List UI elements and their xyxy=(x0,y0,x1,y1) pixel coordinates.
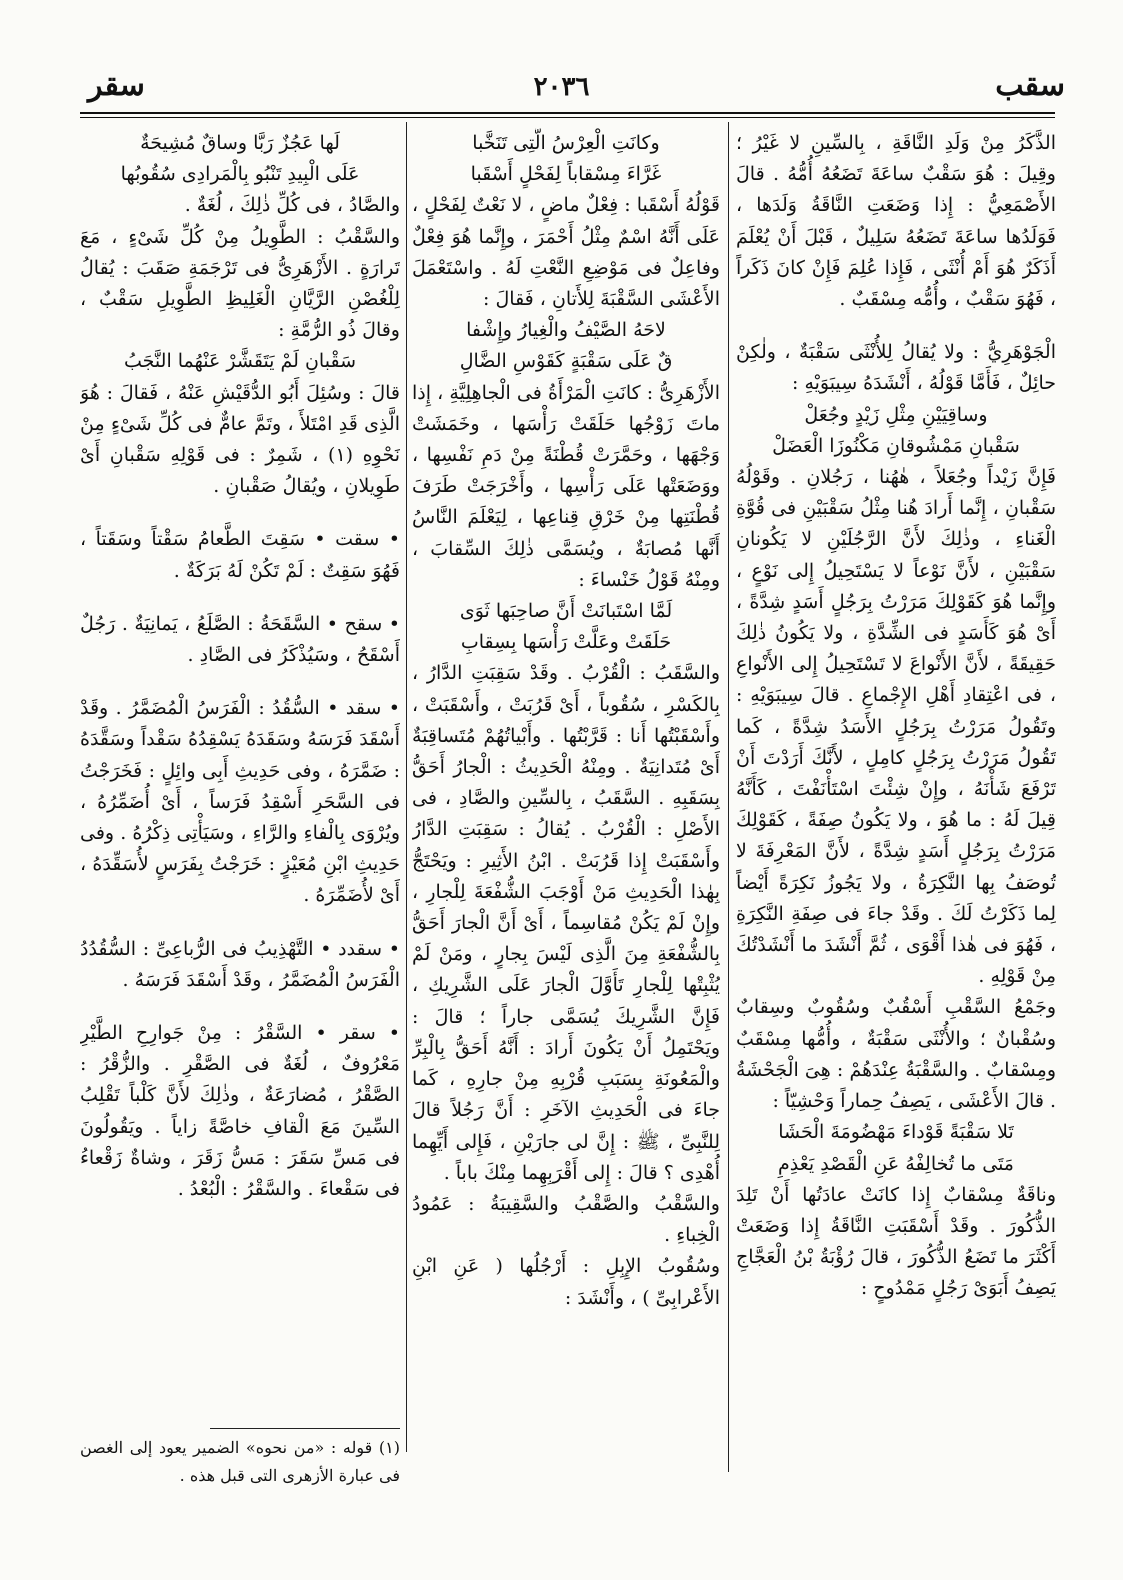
verse-line: لاحَهُ الصَّيْفُ والْغِيارُ وإِشْفا xyxy=(466,319,666,342)
spacer xyxy=(80,671,400,693)
verse-line: لَها عَجُزٌ رَبَّا وساقٌ مُشِيحَةٌ xyxy=(140,132,340,154)
paragraph: وناقَةٌ مِسْقابٌ إِذا كانَتْ عادَتُها أَنْ تَلِدَ الذُّكُورَ . وقَدْ أَسْقَبَتِ النَّاقَةُ إِذا وَضَعَتْ أَكْثَرَ ما تَضَعُ الذُّكُورَ ، قالَ رُؤْبَةُ بْنُ الْعَجَّاجِ يَصِفُ أَبَوَىْ رَجُلٍ مَمْدُوحٍ : xyxy=(736,1183,1056,1300)
verse-line: وساقِيَيْنِ مِثْلِ زَيْدٍ وجُعَلْ xyxy=(804,403,988,426)
column-divider xyxy=(406,122,407,1452)
paragraph: وسُقُوبُ الإِبِلِ : أَرْجُلُها ( عَنِ ابْنِ الأَعْرابِىِّ ) ، وأَنْشَدَ : xyxy=(412,1255,720,1309)
paragraph: والصَّادُ ، فى كُلِّ ذٰلِكَ ، لُغَةٌ . xyxy=(184,194,400,217)
entry-saqr: • سقر • السَّقْرُ : مِنْ جَوارِحِ الطَّيْرِ مَعْرُوفٌ ، لُغَةٌ فى الصَّقْرِ . والزُّقْرُ : الصَّقْرُ ، مُضارَعَةٌ ، وذٰلِكَ لأَنَّ كَلْباً تَقْلِبُ السِّينَ مَعَ الْقافِ خاصَّةً زاياً . ويَقُولُونَ فى مَسِّ سَقَرَ : مَسُّ زَقَرَ ، وشاةٌ زَقْعاءُ فى سَقْعاءَ . والسَّقْرُ : الْبُعْدُ . xyxy=(80,1022,400,1201)
paragraph: قَوْلُهُ أَسْقَبا : فِعْلٌ ماضٍ ، لا نَعْتٌ لِفَحْلٍ ، عَلَى أَنَّهُ اسْمٌ مِثْلُ أَحْمَرَ ، وإِنَّما هُوَ فِعْلٌ وفاعِلٌ فى مَوْضِعِ النَّعْتِ لَهُ . واسْتَعْمَلَ الأَعْشَى السَّقْبَةَ لِلأَتانِ ، فَقالَ : xyxy=(412,194,720,311)
verse-line: تَلا سَقْبَةً قَوْداءَ مَهْضُومَةَ الْحَشَا xyxy=(778,1121,1014,1144)
header-rule xyxy=(80,112,1055,114)
paragraph: الذَّكَرُ مِنْ وَلَدِ النَّاقَةِ ، بِالسِّينِ لا غَيْرُ ؛ وقِيلَ : هُوَ سَقْبٌ ساعَةَ تَضَعُهُ أُمُّهُ . قالَ الأَصْمَعِيُّ : إِذا وَضَعَتِ النَّاقَةُ وَلَدَها ، فَوَلَدُها ساعَةَ تَضَعُهُ سَلِيلٌ ، قَبْلَ أَنْ يُعْلَمَ أَذَكَرٌ هُوَ أَمْ أُنْثَى ، فَإِذا عُلِمَ فَإِنْ كانَ ذَكَراً ، فَهُوَ سَقْبٌ ، وأُمُّه مِسْقَبٌ . xyxy=(736,132,1056,311)
column-divider xyxy=(728,122,729,1472)
spacer xyxy=(80,912,400,934)
paragraph: والسَّقَبُ : الْقُرْبُ . وقَدْ سَقِبَتِ الدَّارُ ، بِالكَسْرِ ، سُقُوباً ، أَىْ قَرُبَتْ ، وأَسْقَبَتْ ، وأَسْقَبْتُها أَنا : قَرَّبْتُها . وأَبْياتُهُمْ مُتَساقِبَةٌ أَىْ مُتَدانِيَةٌ . ومِنْهُ الْحَدِيثُ : الْجارُ أَحَقُّ بِسَقَبِهِ . السَّقَبُ ، بِالسِّينِ والصَّادِ ، فى الأَصْلِ : الْقُرْبُ . يُقالُ : سَقِبَتِ الدَّارُ وأَسْقَبَتْ إِذا قَرُبَتْ . ابْنُ الأَثِيرِ : ويَحْتَجُّ بِهٰذا الْحَدِيثِ مَنْ أَوْجَبَ الشُّفْعَةَ لِلْجارِ ، وإِنْ لَمْ يَكُنْ مُقاسِماً ، أَىْ أَنَّ الْجارَ أَحَقُّ بِالشُّفْعَةِ مِنَ الَّذِى لَيْسَ بِجارٍ ، ومَنْ لَمْ يُثْبِتْها لِلْجارِ تَأَوَّلَ الْجارَ عَلَى الشَّرِيكِ ، فَإِنَّ الشَّرِيكَ يُسَمَّى جاراً ؛ قالَ : ويَحْتَمِلُ أَنْ يَكُونَ أَرادَ : أَنَّهُ أَحَقُّ بِالْبِرِّ والْمَعُونَةِ بِسَبَبِ قُرْبِهِ مِنْ جارِهِ ، كَما جاءَ فى الْحَدِيثِ الآخَرِ : أَنَّ رَجُلاً قالَ لِلنَّبِىِّ ، ﷺ : إِنَّ لى جارَيْنِ ، فَإِلى أَيِّهِما أُهْدِى ؟ قالَ : إِلى أَقْرَبِهِما مِنْكَ باباً . xyxy=(412,662,720,1184)
paragraph: والسَّقْبُ : الطَّوِيلُ مِنْ كُلِّ شَىْءٍ ، مَعَ تَرارَةٍ . الأَزْهَرِىُّ فى تَرْجَمَةِ صَقَبَ : يُقالُ لِلْغُصْنِ الرَّيَّانِ الْغَلِيظِ الطَّوِيلِ سَقْبٌ ، وقالَ ذُو الرُّمَّةِ : xyxy=(80,225,400,342)
verse-line: سَقْبانِ لَمْ يَتَقَشَّرْ عَنْهُما النَّجَبُ xyxy=(124,350,356,373)
header-rule-thin xyxy=(80,117,1055,118)
spacer xyxy=(80,587,400,609)
verse-line: غَرَّاءَ مِسْقاباً لِفَحْلٍ أَسْقَبا xyxy=(470,163,662,186)
paragraph: قالَ : وسُئِلَ أَبُو الدُّقَيْشِ عَنْهُ ، فَقالَ : هُوَ الَّذِى قَدِ امْتَلأَ ، وتَمَّ عامٌّ فى كُلِّ شَىْءٍ مِنْ نَحْوِهِ (١) ، شَمِرٌ : فى قَوْلِهِ سَقْبانِ أَىْ طَوِيلانِ ، ويُقالُ صَقْبانِ . xyxy=(80,381,400,498)
verse-line: قٌ عَلَى سَقْبَةٍ كَقَوْسِ الضَّالِ xyxy=(459,350,673,373)
verse-line: عَلَى الْبِيدِ تَنْبُو بِالْمَرادِى سُقُوبُها xyxy=(120,163,360,186)
spacer xyxy=(80,502,400,524)
spacer xyxy=(80,996,400,1018)
paragraph: الأَزْهَرِىُّ : كانَتِ الْمَرْأَةُ فى الْجاهِلِيَّةِ ، إِذا ماتَ زَوْجُها حَلَقَتْ رَأْسَها ، وخَمَشَتْ وَجْهَها ، وحَمَّرَتْ قُطْنَةً مِنْ دَمِ نَفْسِها ، ووَضَعَتْها عَلَى رَأْسِها ، وأَخْرَجَتْ طَرَفَ قُطْنَتِها مِنْ خَرْقِ قِناعِها ، لِيَعْلَمَ النَّاسُ أَنَّها مُصابَةٌ ، ويُسَمَّى ذٰلِكَ السِّقابَ ، ومِنْهُ قَوْلُ خَنْساءَ : xyxy=(412,381,720,591)
paragraph: وجَمْعُ السَّقْبِ أَسْقُبٌ وسُقُوبٌ وسِقابٌ وسُقْبانٌ ؛ والأُنْثَى سَقْبَةٌ ، وأُمُّها مِسْقَبٌ ومِسْقابٌ . والسَّقْبَةُ عِنْدَهُمْ : هِىَ الْجَحْشَةُ . قالَ الأَعْشَى ، يَصِفُ حِماراً وَحْشِيّاً : xyxy=(736,996,1056,1113)
verse-line: مَتَى ما تُخالِفْهُ عَنِ الْقَصْدِ يَعْذِمِ xyxy=(778,1152,1014,1175)
entry-saqd: • سقد • السُّقُدُ : الْفَرَسُ الْمُضَمَّرُ . وقَدْ أَسْقَدَ فَرَسَهُ وسَقَدَهُ يَسْقِدُهُ سَقْداً وسَقَّدَهُ : ضَمَّرَهُ ، وفى حَدِيثِ أَبِى وائِلٍ : فَخَرَجْتُ فى السَّحَرِ أَسْقِدُ فَرَساً ، أَىْ أُضَمِّرُهُ ، ويُرْوَى بِالْفاءِ والرَّاءِ ، وسَيَأْتِى ذِكْرُهُ . وفى حَدِيثِ ابْنِ مُعَيْزٍ : خَرَجْتُ بِفَرَسٍ لأُسَقِّدَهُ ، أَىْ لأُضَمِّرَهُ . xyxy=(80,697,400,907)
entry-saqt: • سقت • سَقِتَ الطَّعامُ سَقْتاً وسَقَتاً ، فَهُوَ سَقِتٌ : لَمْ تَكُنْ لَهُ بَرَكَةٌ . xyxy=(80,528,400,582)
left-column xyxy=(80,128,400,1428)
footnote: (١) قوله : «من نحوه» الضمير يعود إلى الغصن فى عبارة الأزهرى التى قبل هذه . xyxy=(80,1438,400,1485)
middle-column xyxy=(412,128,720,1508)
running-head-right: سقب xyxy=(995,68,1065,103)
right-column xyxy=(736,128,1056,1518)
page-number: ٢٠٣٦ xyxy=(533,72,590,102)
footnote-rule xyxy=(210,1428,400,1429)
paragraph: والسَّقْبُ والصَّقْبُ والسَّقِيبَةُ : عَمُودُ الْخِباءِ . xyxy=(412,1192,720,1247)
verse-line: حَلَقَتْ وعَلَّتْ رَأْسَها بِسِقابِ xyxy=(460,631,672,654)
entry-saqh: • سقح • السَّقَحَةُ : الصَّلَعُ ، يَمانِيَةٌ . رَجُلٌ أَسْقَحُ ، وسَيُذْكَرُ فى الصَّادِ . xyxy=(80,612,400,667)
verse-line: سَقْبانِ مَمْشُوقانِ مَكْنُوزَا الْعَضَلْ xyxy=(772,434,1020,457)
paragraph: فَإِنَّ زَيْداً وجُعَلاً ، هٰهُنا ، رَجُلانِ . وقَوْلُهُ سَقْبانِ ، إِنَّما أَرادَ هُنا مِثْلُ سَقْبَيْنِ فى قُوَّةِ الْغَناءِ ، وذٰلِكَ لأَنَّ الرَّجُلَيْنِ لا يَكُونانِ سَقْبَيْنِ ، لأَنَّ نَوْعاً لا يَسْتَحِيلُ إِلى نَوْعٍ ، وإِنَّما هُوَ كَقَوْلِكَ مَرَرْتُ بِرَجُلٍ أَسَدٍ شِدَّةً ، أَىْ هُوَ كَأَسَدٍ فى الشِّدَّةِ ، ولا يَكُونُ ذٰلِكَ حَقِيقَةً ، لأَنَّ الأَنْواعَ لا تَسْتَحِيلُ إِلى الأَنْواعِ ، فى اعْتِقادِ أَهْلِ الإِجْماعِ . قالَ سِيبَوَيْهِ : وتَقُولُ مَرَرْتُ بِرَجُلٍ الأَسَدُ شِدَّةً ، كَما تَقُولُ مَرَرْتُ بِرَجُلٍ كامِلٍ ، لأَنَّكَ أَرَدْتَ أَنْ تَرْفَعَ شَأْنَهُ ، وإِنْ شِئْتَ اسْتَأْنَفْتَ ، كَأَنَّهُ قِيلَ لَهُ : ما هُوَ ، ولا يَكُونُ صِفَةً ، كَقَوْلِكَ مَرَرْتُ بِرَجُلٍ أَسَدٍ شِدَّةً ، لأَنَّ المَعْرِفَةَ لا تُوصَفُ بِها النَّكِرَةُ ، ولا يَجُوزُ نَكِرَةً أَيْضاً لِما ذَكَرْتُ لَكَ . وقَدْ جاءَ فى صِفَةِ النَّكِرَةِ ، فَهُوَ فى هٰذا أَقْوَى ، ثُمَّ أَنْشَدَ ما أَنْشَدْتُكَ مِنْ قَوْلِهِ . xyxy=(736,466,1056,988)
verse-line: لَمَّا اسْتَبانَتْ أَنَّ صاحِبَها ثَوَى xyxy=(459,600,673,623)
spacer xyxy=(736,315,1056,337)
verse-line: وكانَتِ الْعِرْسُ الَّتِى تَنَخَّبا xyxy=(472,132,660,154)
paragraph: الْجَوْهَرِيُّ : ولا يُقالُ لِلأُنْثَى سَقْبَةٌ ، ولٰكِنْ حائِلٌ ، فَأَمَّا قَوْلُهُ ، أَنْشَدَهُ سِيبَوَيْهِ : xyxy=(736,341,1056,395)
running-head-left: سقر xyxy=(88,68,145,103)
entry-saqdad: • سقدد • التَّهْذِيبُ فى الرُّباعِىِّ : السُّقُدُدُ الْفَرَسُ الْمُضَمَّرُ ، وقَدْ أَسْقَدَ فَرَسَهُ . xyxy=(80,937,400,991)
